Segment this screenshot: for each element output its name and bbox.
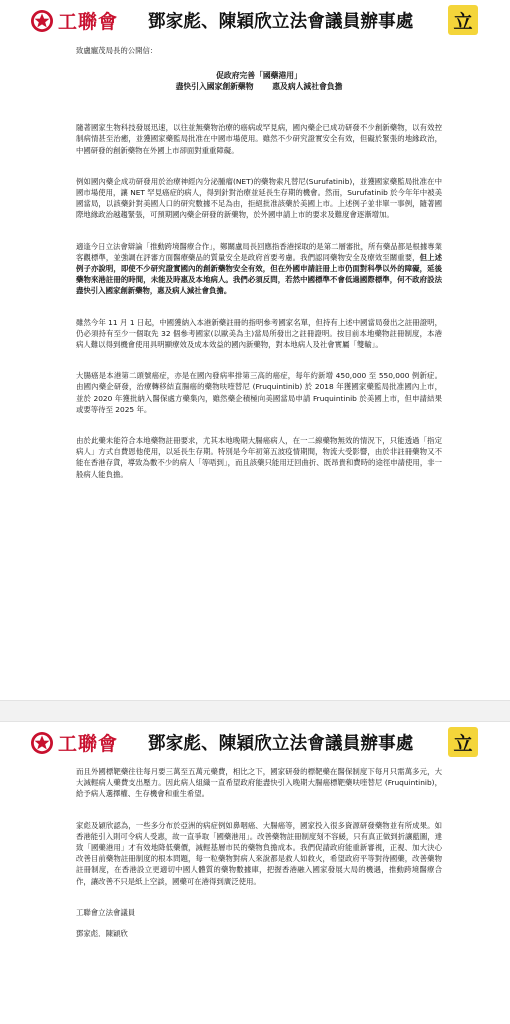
paragraph-2: 例如國內藥企成功研發用於治療神經內分泌腫瘤(NET)的藥物索凡替尼(Surufatinib)，並獲國家藥監局批准在中國市場使用，讓 NET 罕見癌症的病人，得到針對治療並延長生存期的機會。然而，Surufatinib 於今年年中被美國當局，以該藥針對美國人口的研究數據不足為由，拒絕批准該藥於美國上市。上述例子並非單一事例，隨著國際地緣政治越趨緊張，可預期國內藥企研發的新藥物，於外國申請上市的要求及難度會逐漸增加。 [76,176,442,220]
logo-text: 工聯會 [58,11,119,33]
party-badge: 立 [448,727,478,757]
signature-block [76,907,442,939]
ftu-star-emblem-icon [30,731,54,755]
letterhead [0,0,510,40]
party-badge: 立 [448,5,478,35]
letter-subtitle [76,81,442,92]
signature-organization: 工聯會立法會議員 [76,907,136,917]
paragraph-8: 家彪及穎欣認為，一些多分布於亞洲的病症例如鼻咽癌、大腸癌等，國家投入很多資源研發藥物並有所成果。如香港能引入則可令病人受惠，故一直爭取「國藥港用」。改善藥物註冊制度刻不容緩，只有真正做到折讓藍圖，達致「國藥港用」才有效地降低藥價，減輕基層市民的藥物負擔成本。我們促請政府能重新審視，正視、加大決心改善目前藥物註冊制度的根本問題，每一粒藥物對病人來說都是救人如救火，希望政府平等對待國藥，改善藥物註冊制度，在香港設立更適切中國人體質的藥物數據庫，把握香港融入國家發展大局的機遇，推動跨境醫療合作，讓改善不只是紙上空談，國藥可在港得到廣泛使用。 [76,820,442,886]
paragraph-3-emphasis: 但上述例子亦說明，即使不少研究證實國內的創新藥物安全有效，但在外國申請註冊上市仍面對科學以外的障礙，延後藥物來港註冊的時間，未能及時惠及本地病人。我們必須反問，若然中國標準不會低過國際標準，何不政府設法盡快引入國家創新藥物，惠及病人減社會負擔。 [76,252,442,296]
paragraph-6: 由於此藥未能符合本地藥物註冊要求，尤其本地晚期大腸癌病人，在一二線藥物無效的情況下，只能透過「指定病人」方式自費恩他使用，以延長生存期。特別是今年初第五波疫情期間，物流大受影響，由於非註冊藥物又不能在香港存貨，導致為數不少的病人「等唔到」，而且該藥只能用迂回曲折、既昂貴和費時的途徑申請使用，非一般病人能負擔。 [76,436,442,479]
office-name: 鄧家彪、陳穎欣立法會議員辦事處 [148,12,414,32]
letter-body-page-2 [76,766,442,949]
salutation: 致盧寵茂局長的公開信： [76,46,158,55]
page-separator [0,700,510,722]
paragraph-1: 隨著國家生物科技發展迅速，以往並無藥物治療的癌病或罕見病，國內藥企已成功研發不少創新藥物，以有效控制病情甚至治癒，並獲國家藥監局批准在中國市場使用。雖然不少研究證實安全有效，但礙於緊張的地緣政治，中國研發的創新藥物在外國上市卻面對重重障礙。 [76,123,442,155]
office-name: 鄧家彪、陳穎欣立法會議員辦事處 [148,734,414,754]
logo-text: 工聯會 [58,733,119,755]
letter-body-page-1 [76,45,442,494]
subtitle-left: 盡快引入國家創新藥物 [175,82,254,92]
paragraph-5: 大腸癌是本港第二頭號癌症，亦是在國內發病率排第三高的癌症，每年約新增 450,000 至 550,000 例新症。由國內藥企研發，治療轉移結直腸癌的藥物呋喹替尼 (Fruquintinib) 於 2018 年獲國家藥監局批准國內上市，並於 2020 年獲批納入醫保處方藥集內，雖然藥企積極向美國當局申請 Fruquintinib 於美國上市，但申請結果或要等待至 2025 年。 [76,371,442,414]
ftu-logo [30,729,118,756]
signature-names: 鄧家彪．陳穎欣 [76,929,128,939]
paragraph-3-text: 適逢今日立法會辯論「推動跨境醫療合作」，鄭關盧局長回應指香港採取的是第二層審批，所有藥品都是根據專業客觀標準，並強調在評審方面醫療藥品的質量安全是政府首要考慮。我們認同藥物安全及療效至關重要， [76,241,442,262]
ftu-star-emblem-icon [30,9,54,33]
paragraph-4: 雖然今年 11 月 1 日起，中國獲納入本港新藥註冊的指明參考國家名單，但持有上述中國當局發出之註冊證明，仍必須持有至少一個取先 32 個參考國家(以歐美為主)當局所發出之註冊證明。按目前本地藥物註冊制度，本港病人難以得到機會使用具明顯療效及成本效益的國內新藥物，對本地病人及社會實屬「雙輸」。 [76,317,442,350]
paragraph-7: 而且外國標靶藥往往每月要三萬至五萬元藥費，相比之下，國家研發的標靶藥在醫保制度下每月只需萬多元，大大減輕病人藥費支出壓力。因此病人組織一直希望政府能盡快引入晚期大腸癌標靶藥呋喹替尼 (Fruquintinib)，給予病人選擇權、生存機會和重生希望。 [76,767,442,799]
letter-title: 促政府完善「國藥港用」 [216,71,302,81]
letterhead [0,722,510,762]
ftu-logo [30,7,118,34]
paragraph-3 [76,241,442,297]
letter-page-2 [0,722,510,1024]
subtitle-right: 惠及病人減社會負擔 [272,82,343,92]
